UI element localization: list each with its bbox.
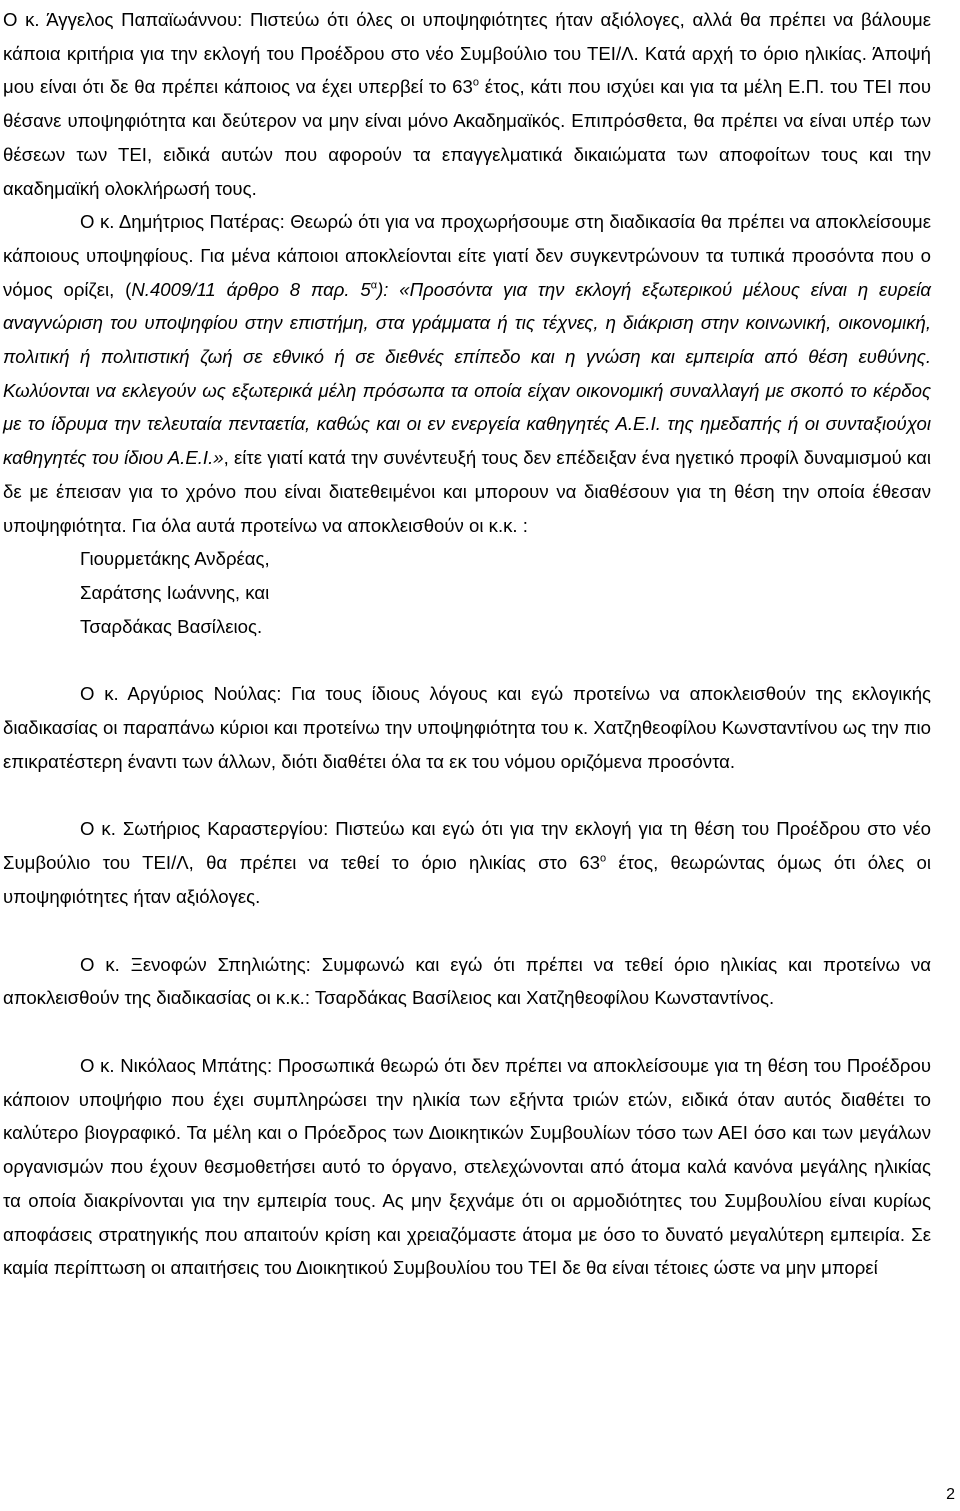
document-page [3, 3, 931, 1285]
paragraph-text: Ο κ. Αργύριος Νούλας: Για τους ίδιους λόγους και εγώ προτείνω να αποκλεισθούν της εκλογικής διαδικασίας οι παραπάνω κύριοι και προτείνω την υποψηφιότητα του κ. Χατζηθεοφίλου Κωνσταντίνου ως την πιο επικρατέστερη έναντι των άλλων, διότι διαθέτει όλα τα εκ του νόμου οριζόμενα προσόντα. [3, 683, 931, 772]
paragraph-noulas [3, 677, 931, 778]
paragraph-text: Ο κ. Ξενοφών Σπηλιώτης: Συμφωνώ και εγώ ότι πρέπει να τεθεί όριο ηλικίας και προτείνω να αποκλεισθούν της διαδικασίας οι κ.κ.: Τσαρδάκας Βασίλειος και Χατζηθεοφίλου Κωνσταντίνος. [3, 953, 931, 1009]
paragraph-text: έτος, θεωρώντας όμως ότι όλες οι υποψηφιότητες ήταν αξιόλογες. [3, 852, 931, 907]
superscript: ο [600, 852, 607, 865]
paragraph-papaioannou [3, 3, 931, 205]
page-number: 2 [946, 1486, 955, 1503]
law-citation: Ν.4009/11 άρθρο 8 παρ. 5 [131, 278, 371, 300]
paragraph-text: Ο κ. Άγγελος Παπαϊωάννου: Πιστεύω ότι όλες οι υποψηφιότητες ήταν αξιόλογες, αλλά θα πρέπει να βάλουμε κάποια κριτήρια για την εκλογή του Προέδρου στο νέο Συμβούλιο του ΤΕΙ/Λ. Κατά αρχή το όριο ηλικίας. Άποψή μου είναι ότι δε θα πρέπει κάποιος να έχει υπερβεί το 63 [3, 9, 931, 98]
paragraph-spiliotis [3, 948, 931, 1015]
paragraph-text: , είτε γιατί κατά την συνέντευξή τους δεν επέδειξαν ένα ηγετικό προφίλ δυναμισμού και δε με έπεισαν για το χρόνο που είναι διατεθειμένοι και μπορουν να διαθέσουν για τη θέση την οποία έθεσαν υποψηφιότητα. Για όλα αυτά προτείνω να αποκλεισθούν οι κ.κ. : [3, 447, 932, 536]
law-quote: ): «Προσόντα για την εκλογή εξωτερικού μέλους είναι η ευρεία αναγνώριση του υποψηφίου στην επιστήμη, στα γράμματα ή τις τέχνες, η διάκριση στην κοινωνική, οικονομική, πολιτική ή πολιτιστική ζωή σε εθνικό ή σε διεθνές επίπεδο και η γνώση και εμπειρία από θέση ευθύνης. Κωλύονται να εκλεγούν ως εξωτερικά μέλη πρόσωπα τα οποία είχαν οικονομική συναλλαγή με σκοπό το κέρδος με το ίδρυμα την τελευταία πενταετία, καθώς και οι εν ενεργεία καθηγητές Α.Ε.Ι. της ημεδαπής ή οι συνταξιούχοι καθηγητές του ίδιου Α.Ε.Ι.» [3, 278, 931, 469]
paragraph-text: έτος, κάτι που ισχύει και για τα μέλη Ε.Π. του ΤΕΙ που θέσανε υποψηφιότητα και δεύτερον να μην είναι μόνο Ακαδημαϊκός. Επιπρόσθετα, θα πρέπει να είναι υπέρ των θέσεων των ΤΕΙ, ειδικά αυτών που αφορούν τα επαγγελματικά δικαιώματα των αποφοίτων τους και την ακαδημαϊκή ολοκλήρωσή τους. [3, 76, 931, 199]
candidate-name: Τσαρδάκας Βασίλειος. [80, 615, 263, 637]
candidate-name: Σαράτσης Ιωάννης, και [80, 581, 270, 603]
paragraph-text: Ο κ. Δημήτριος Πατέρας: Θεωρώ ότι για να προχωρήσουμε στη διαδικασία θα πρέπει να αποκλείσουμε κάποιους υποψηφίους. Για μένα κάποιοι αποκλείονται είτε γιατί δεν συγκεντρώνουν τα τυπικά προσόντα που ο νόμος ορίζει, ( [3, 211, 931, 300]
paragraph-text: Ο κ. Σωτήριος Καραστεργίου: Πιστεύω και εγώ ότι για την εκλογή για τη θέση του Προέδρου στο νέο Συμβούλιο του ΤΕΙ/Λ, θα πρέπει να τεθεί το όριο ηλικίας στο 63 [3, 818, 931, 874]
paragraph-batis [3, 1049, 931, 1285]
paragraph-karastergiou [3, 812, 931, 913]
excluded-candidates-list [3, 542, 931, 643]
superscript: α [370, 278, 378, 291]
paragraph-pateras [3, 205, 931, 542]
paragraph-text: Ο κ. Νικόλαος Μπάτης: Προσωπικά θεωρώ ότι δεν πρέπει να αποκλείσουμε για τη θέση του Προέδρου κάποιον υποψήφιο που έχει συμπληρώσει την ηλικία των εξήντα τριών ετών, ειδικά όταν αυτός διαθέτει το καλύτερο βιογραφικό. Τα μέλη και ο Πρόεδρος των Διοικητικών Συμβουλίων τόσο των ΑΕΙ όσο και των μεγάλων οργανισμών που έχουν θεσμοθετήσει αυτό το όργανο, στελεχώνονται από άτομα καλά κανόνα μεγάλης ηλικίας τα οποία διακρίνονται για την εμπειρία τους. Ας μην ξεχνάμε ότι οι αρμοδιότητες του Συμβουλίου είναι κυρίως αποφάσεις στρατηγικής που απαιτούν κρίση και χρειαζόμαστε άτομα με όσο το δυνατό μεγαλύτερη εμπειρία. Σε καμία περίπτωση οι απαιτήσεις του Διοικητικού Συμβουλίου του ΤΕΙ δε θα είναι τέτοιες ώστε να μην μπορεί [3, 1054, 931, 1279]
candidate-name: Γιουρμετάκης Ανδρέας, [80, 548, 270, 570]
superscript: ο [472, 76, 479, 89]
